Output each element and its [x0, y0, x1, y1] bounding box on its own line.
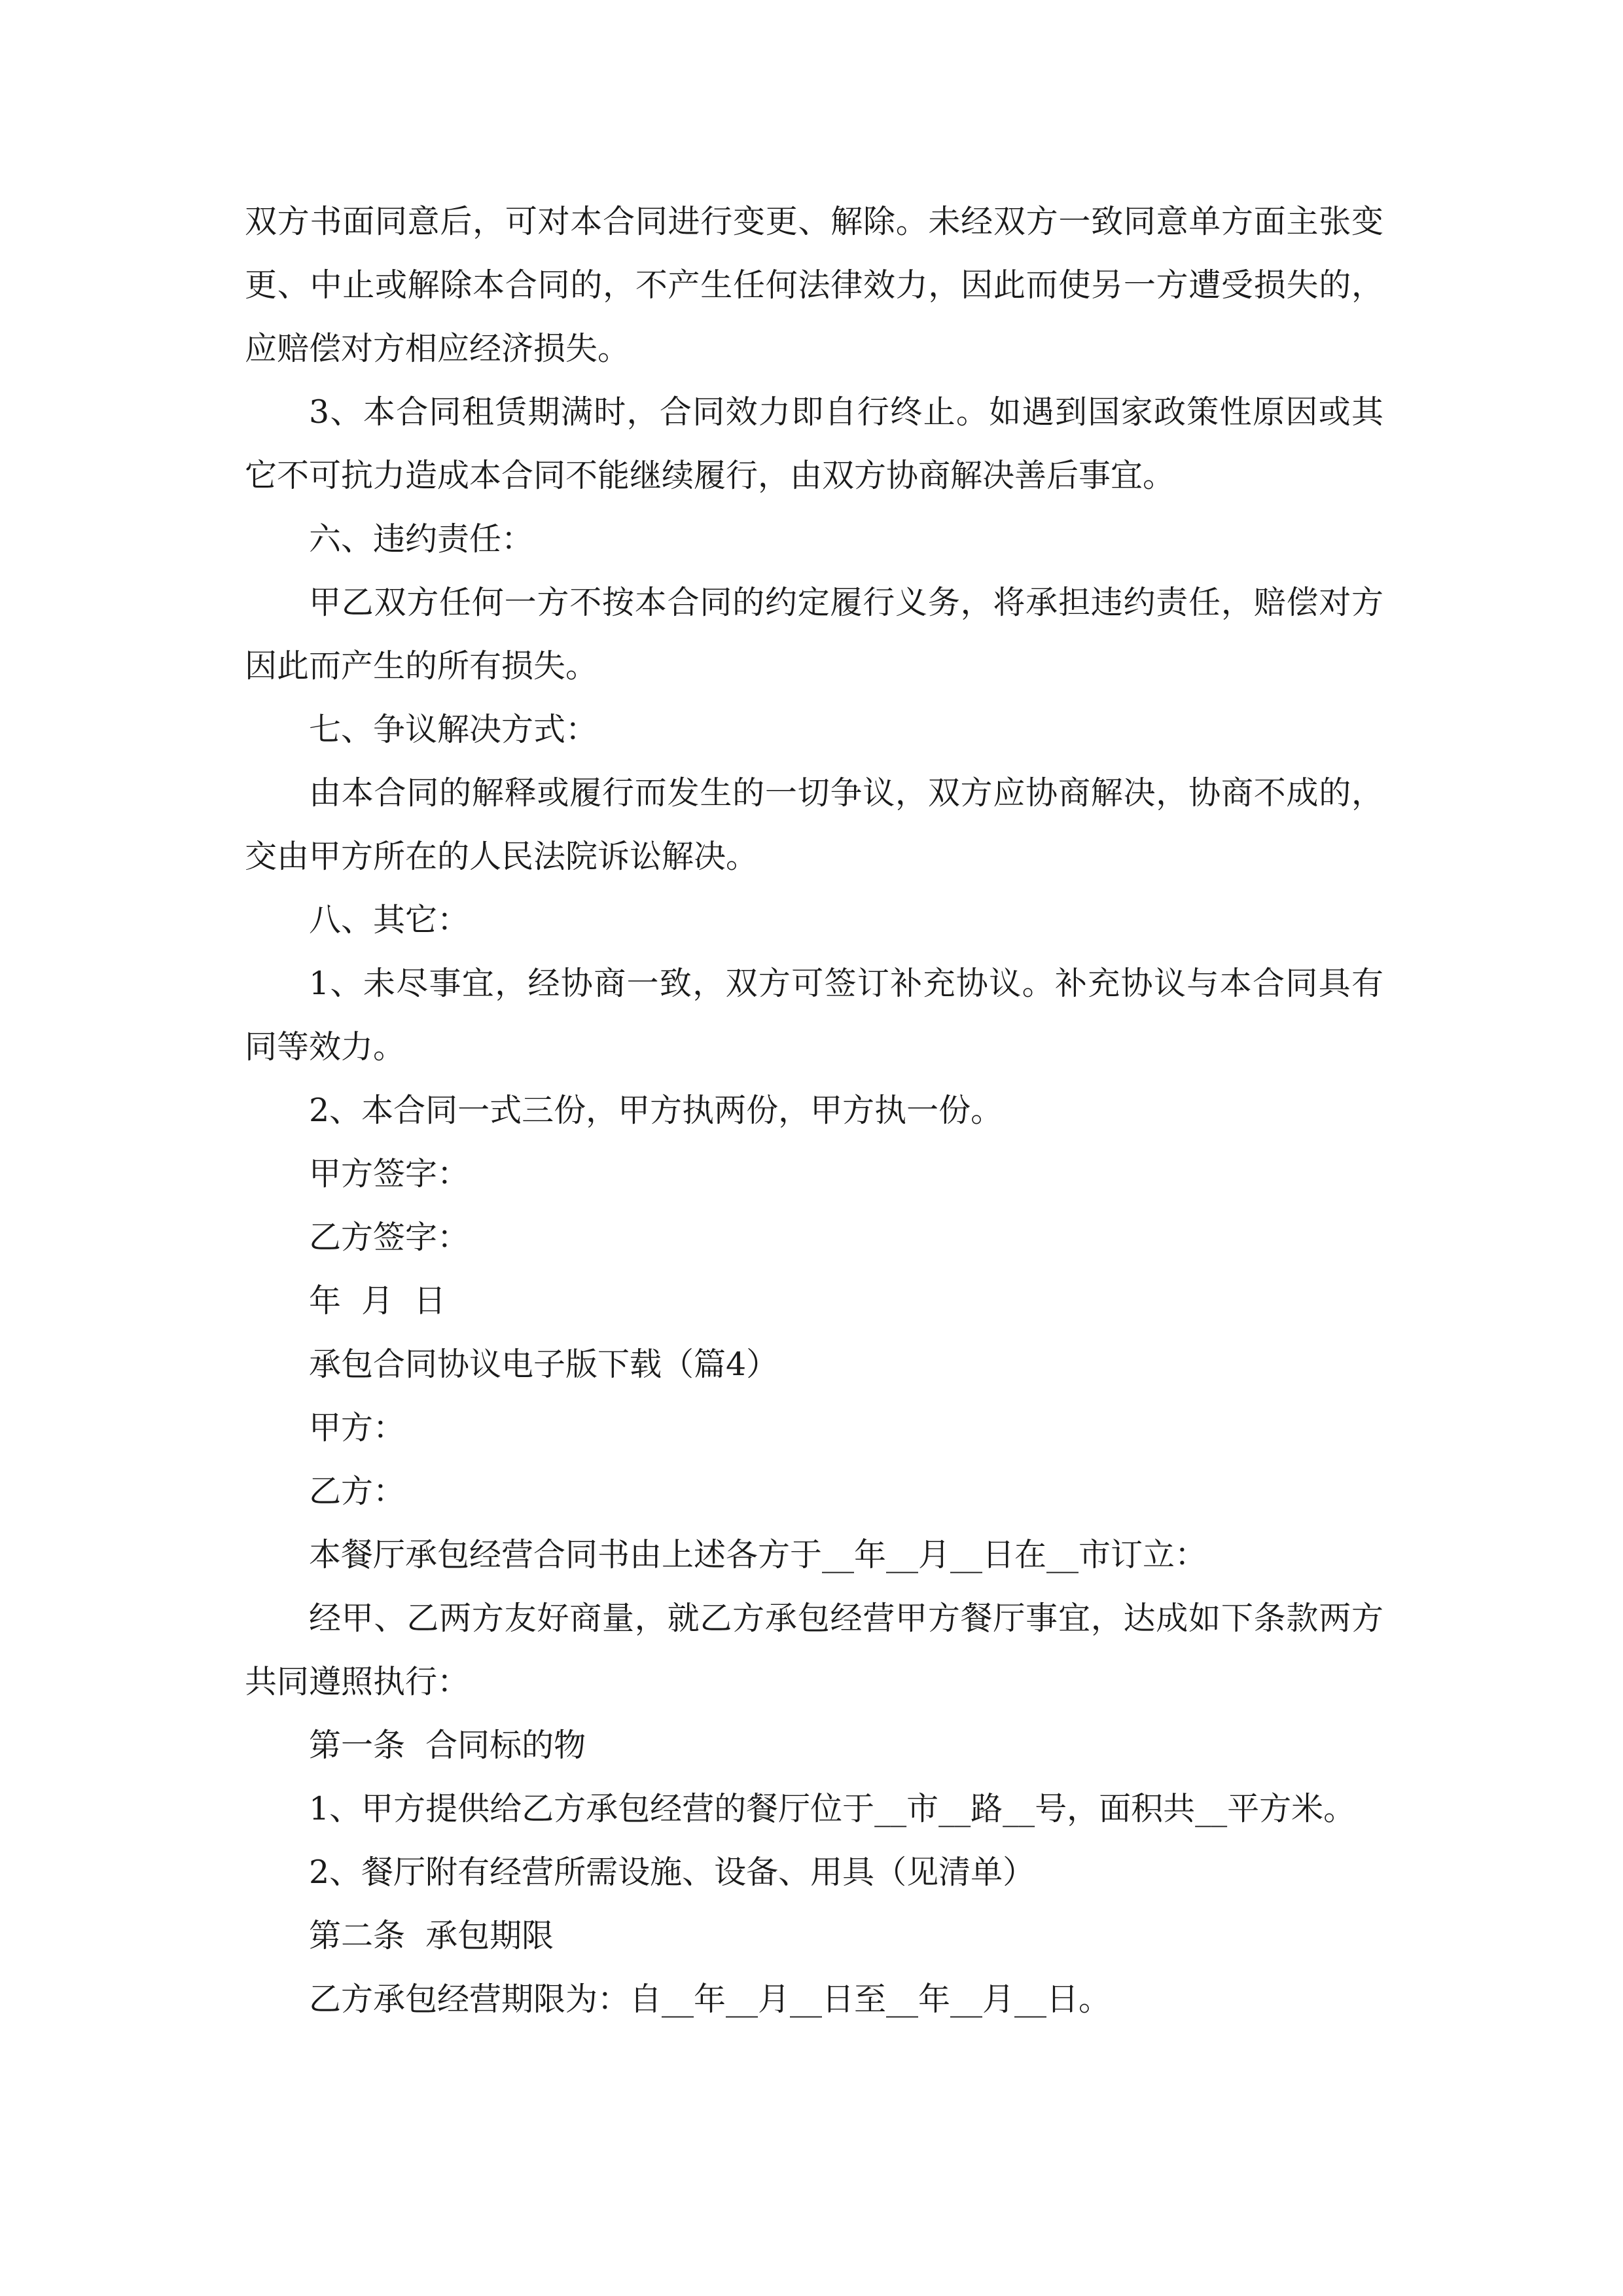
- paragraph-breach-liability: 甲乙双方任何一方不按本合同的约定履行义务，将承担违约责任，赔偿对方因此而产生的所有损失。: [245, 584, 1383, 685]
- paragraph-restaurant-equipment: 2、餐厅附有经营所需设施、设备、用具（见清单）: [309, 1854, 1035, 1891]
- signature-date: 年 月 日: [309, 1282, 446, 1319]
- paragraph-contract-term: 乙方承包经营期限为：自__年__月__日至__年__月__日。: [309, 1981, 1111, 2018]
- paragraph-dispute-resolution: 由本合同的解释或履行而发生的一切争议，双方应协商解决，协商不成的，交由甲方所在的人民法院诉讼解决。: [245, 774, 1383, 875]
- signature-party-b: 乙方签字：: [309, 1219, 470, 1256]
- party-b-line: 乙方：: [309, 1473, 406, 1510]
- section-heading-other: 八、其它：: [309, 901, 470, 939]
- document-title-part-4: 承包合同协议电子版下载（篇4）: [309, 1346, 779, 1383]
- paragraph-signing-info: 本餐厅承包经营合同书由上述各方于__年__月__日在__市订立：: [309, 1536, 1207, 1573]
- paragraph-agreement-preamble: 经甲、乙两方友好商量，就乙方承包经营甲方餐厅事宜，达成如下条款两方共同遵照执行：: [245, 1600, 1383, 1700]
- paragraph-copies: 2、本合同一式三份，甲方执两份，甲方执一份。: [309, 1092, 1003, 1129]
- section-heading-breach-liability: 六、违约责任：: [309, 520, 534, 558]
- section-heading-dispute-resolution: 七、争议解决方式：: [309, 711, 598, 748]
- paragraph-restaurant-location: 1、甲方提供给乙方承包经营的餐厅位于__市__路__号，面积共__平方米。: [309, 1790, 1356, 1827]
- party-a-line: 甲方：: [309, 1409, 406, 1446]
- paragraph-supplementary-agreement: 1、未尽事宜，经协商一致，双方可签订补充协议。补充协议与本合同具有同等效力。: [245, 965, 1383, 1066]
- paragraph-contract-change: 双方书面同意后，可对本合同进行变更、解除。未经双方一致同意单方面主张变更、中止或解除本合同的，不产生任何法律效力，因此而使另一方遭受损失的，应赔偿对方相应经济损失。: [245, 203, 1383, 367]
- signature-party-a: 甲方签字：: [309, 1155, 470, 1193]
- article-heading-subject-matter: 第一条 合同标的物: [309, 1727, 586, 1764]
- document-body: [245, 190, 1383, 2031]
- paragraph-contract-termination: 3、本合同租赁期满时，合同效力即自行终止。如遇到国家政策性原因或其它不可抗力造成本合同不能继续履行，由双方协商解决善后事宜。: [245, 393, 1383, 494]
- article-heading-contract-term: 第二条 承包期限: [309, 1917, 554, 1954]
